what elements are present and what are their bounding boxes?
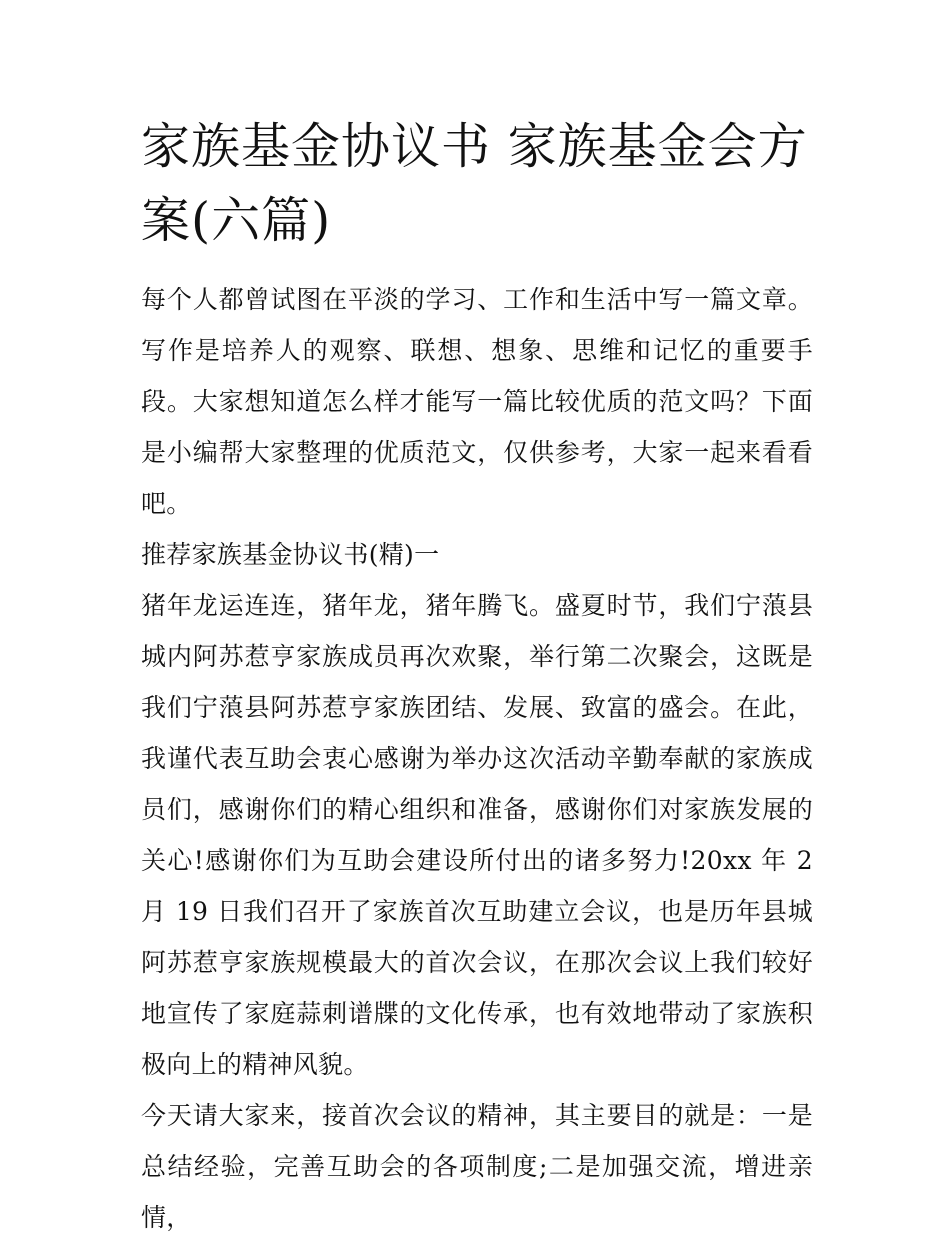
- body-paragraph-2: 今天请大家来，接首次会议的精神，其主要目的就是：一是总结经验，完善互助会的各项制度;二是加强交流，增进亲情，: [141, 1101, 813, 1232]
- intro-paragraph: 每个人都曾试图在平淡的学习、工作和生活中写一篇文章。写作是培养人的观察、联想、想象、思维和记忆的重要手段。大家想知道怎么样才能写一篇比较优质的范文吗？下面是小编帮大家整理的优质范文，仅供参考，大家一起来看看吧。: [141, 285, 813, 518]
- document-page: [141, 110, 813, 1243]
- body-paragraph-1: 猪年龙运连连，猪年龙，猪年腾飞。盛夏时节，我们宁蒗县城内阿苏惹亨家族成员再次欢聚，举行第二次聚会，这既是我们宁蒗县阿苏惹亨家族团结、发展、致富的盛会。在此，我谨代表互助会衷心感谢为举办这次活动辛勤奉献的家族成员们，感谢你们的精心组织和准备，感谢你们对家族发展的关心!感谢你们为互助会建设所付出的诸多努力!20xx 年 2 月 19 日我们召开了家族首次互助建立会议，也是历年县城阿苏惹亨家族规模最大的首次会议，在那次会议上我们较好地宣传了家庭蒜刺谱牒的文化传承，也有效地带动了家族积极向上的精神风貌。: [141, 591, 813, 1079]
- section-heading: 推荐家族基金协议书(精)一: [141, 540, 440, 569]
- document-title: 家族基金协议书 家族基金会方案(六篇): [141, 118, 808, 249]
